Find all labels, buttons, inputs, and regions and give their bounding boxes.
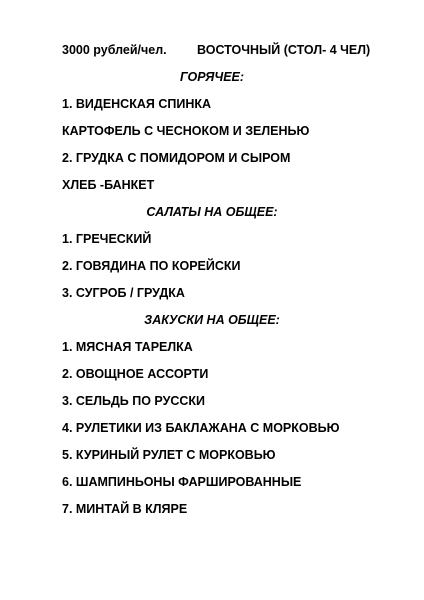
menu-item: 6. ШАМПИНЬОНЫ ФАРШИРОВАННЫЕ [62, 475, 302, 489]
menu-item: 2. ГРУДКА С ПОМИДОРОМ И СЫРОМ [62, 151, 291, 165]
menu-item: КАРТОФЕЛЬ С ЧЕСНОКОМ И ЗЕЛЕНЬЮ [62, 124, 310, 138]
section-title-hot: ГОРЯЧЕЕ: [179, 70, 245, 84]
menu-item: 4. РУЛЕТИКИ ИЗ БАКЛАЖАНА С МОРКОВЬЮ [62, 421, 340, 435]
menu-item: ХЛЕБ -БАНКЕТ [62, 178, 155, 192]
menu-item: 3. СУГРОБ / ГРУДКА [62, 286, 185, 300]
menu-item: 1. ГРЕЧЕСКИЙ [62, 232, 152, 246]
menu-item: 5. КУРИНЫЙ РУЛЕТ С МОРКОВЬЮ [62, 448, 276, 462]
table-name: ВОСТОЧНЫЙ (СТОЛ- 4 ЧЕЛ) [197, 43, 371, 57]
menu-item: 2. ОВОЩНОЕ АССОРТИ [62, 367, 209, 381]
menu-item: 3. СЕЛЬДЬ ПО РУССКИ [62, 394, 206, 408]
menu-item: 7. МИНТАЙ В КЛЯРЕ [62, 502, 188, 516]
price-per-person: 3000 рублей/чел. [62, 43, 167, 57]
menu-item: 2. ГОВЯДИНА ПО КОРЕЙСКИ [62, 259, 241, 273]
section-title-snacks: ЗАКУСКИ НА ОБЩЕЕ: [144, 313, 280, 327]
section-title-salads: САЛАТЫ НА ОБЩЕЕ: [146, 205, 278, 219]
menu-item: 1. МЯСНАЯ ТАРЕЛКА [62, 340, 193, 354]
menu-item: 1. ВИДЕНСКАЯ СПИНКА [62, 97, 211, 111]
